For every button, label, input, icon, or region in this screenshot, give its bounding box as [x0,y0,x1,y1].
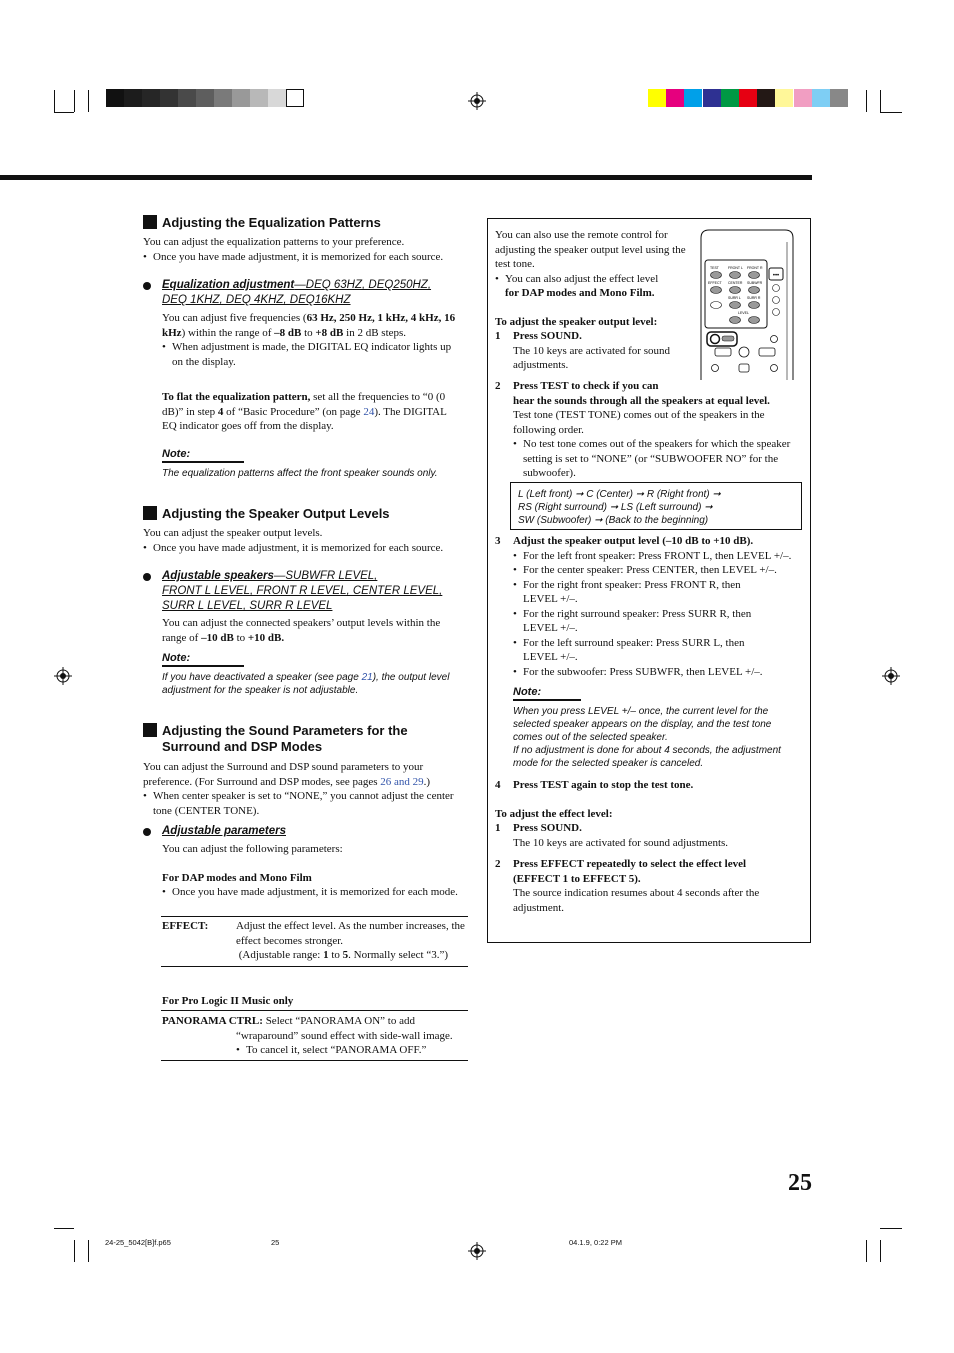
color-swatch [666,89,684,107]
speaker-note-label: Note: [162,652,244,667]
page-link[interactable]: 24 [363,405,375,418]
color-swatch [648,89,666,107]
color-swatch [812,89,830,107]
speaker-intro: You can adjust the speaker output levels. • Once you have made adjustment, it is memorized for each source. [143,526,473,555]
sound-intro: You can adjust the Surround and DSP sound parameters to your preference. (For Surround and DSP modes, see pages 26 and 29.) • When center speaker is set to “NONE,” you cannot adjust the center tone (CENTER TONE). [143,760,473,818]
speaker-range-text: You can adjust the connected speakers’ output levels within the range of –10 dB to +10 dB. [162,617,441,644]
level-note-text: When you press LEVEL +/– once, the current level for the selected speaker appears on the display, and the test tone comes out of the selected speaker. If no adjustment is done for about 4 seconds, the adjustment mode for the selected speaker is canceled. [513,706,781,769]
gray-swatch [268,89,286,107]
remote-key-effect-label: EFFECT [708,281,722,285]
remote-key-surrr-label: SURR R [747,296,761,300]
remote-key-frontl[interactable] [730,272,741,279]
eq-frequency-text: You can adjust five frequencies (63 Hz, 250 Hz, 1 kHz, 4 kHz, 16 kHz) within the range of –8 dB to +8 dB in 2 dB steps. • When adjustment is made, the DIGITAL EQ indicator lights up on the display. [162,311,462,369]
color-swatch [721,89,739,107]
eq-intro: You can adjust the equalization patterns to your preference. • Once you have made adjustment, it is memorized for each source. [143,235,473,264]
remote-key-level-label: LEVEL [738,311,749,315]
speaker-adjustable-title: Adjustable speakers—SUBWFR LEVEL, FRONT L LEVEL, FRONT R LEVEL, CENTER LEVEL, SURR L LEVEL, SURR R LEVEL [162,570,443,612]
color-swatch [684,89,702,107]
remote-key-test[interactable] [711,272,722,279]
remote-key-center-label: CENTER [728,281,743,285]
eq-adjustment-title: Equalization adjustment—DEQ 63HZ, DEQ250HZ, DEQ 1KHZ, DEQ 4KHZ, DEQ16KHZ [162,279,432,306]
remote-key-frontr-label: FRONT R [747,266,763,270]
remote-key-level-minus[interactable] [730,317,741,324]
eq-note-text: The equalization patterns affect the front speaker sounds only. [162,468,438,479]
adjust-effect-title: To adjust the effect level: [495,808,613,820]
remote-key-effect[interactable] [711,287,722,294]
gray-swatch [250,89,268,107]
dap-title: For DAP modes and Mono Film [162,872,312,884]
remote-key-surrl[interactable] [730,302,741,309]
section-heading-eq: Adjusting the Equalization Patterns [143,215,381,231]
speaker-note-text: If you have deactivated a speaker (see page 21), the output level adjustment for the speaker is not adjustable. [162,672,450,696]
remote-key-frontl-label: FRONT L [728,266,743,270]
remote-key-level-plus[interactable] [749,317,760,324]
panorama-text: PANORAMA CTRL: Select “PANORAMA ON” to add “wraparound” sound effect with side-wall image. • To cancel it, select “PANORAMA OFF.” [162,1014,472,1058]
color-swatch [794,89,812,107]
color-swatch [703,89,721,107]
step-2: 2 Press TEST to check if you can hear the sounds through all the speakers at equal level. Test tone (TEST TONE) comes out of the speakers in the following order. • No test tone comes out of the speakers for which the speaker setting is set to “NONE” (or “SUBWOOFER NO” for the subwoofer). [495,379,805,481]
page-link[interactable]: 26 and 29 [380,775,424,788]
gray-swatch [106,89,124,107]
section-heading-sound: Adjusting the Sound Parameters for the Surround and DSP Modes [143,723,408,755]
step-1: 1 Press SOUND. The 10 keys are activated for sound adjustments. [495,330,670,371]
eq-note-label: Note: [162,448,244,463]
effect-step-1: 1 Press SOUND. The 10 keys are activated for sound adjustments. [495,822,729,849]
page-number: 25 [788,1170,812,1196]
gray-swatch [160,89,178,107]
crosshair-icon [468,92,486,110]
gray-swatch [214,89,232,107]
color-swatch [739,89,757,107]
footer-date: 04.1.9, 0:22 PM [569,1238,622,1247]
effect-step-2: 2 Press EFFECT repeatedly to select the effect level (EFFECT 1 to EFFECT 5). The source indication resumes about 4 seconds after the adjustment. [495,858,760,914]
sound-adjustable-title: Adjustable parameters [162,825,286,837]
remote-key-surrl-label: SURR L [728,296,741,300]
svg-text:•••: ••• [772,273,780,279]
section-heading-speaker: Adjusting the Speaker Output Levels [143,506,390,522]
crosshair-icon [468,1242,486,1260]
remote-key-surrr[interactable] [749,302,760,309]
remote-intro: You can also use the remote control for adjusting the speaker output level using the test tone. • You can also adjust the effect level for DAP modes and Mono Film. [495,228,687,301]
color-swatch [775,89,793,107]
effect-label: EFFECT: [162,920,209,932]
remote-key-blank[interactable] [711,302,722,309]
remote-key-subwfr[interactable] [749,287,760,294]
color-swatch [757,89,775,107]
gray-swatch [286,89,304,107]
adjust-level-title: To adjust the speaker output level: [495,316,658,328]
remote-key-test-label: TEST [710,266,719,270]
plii-title: For Pro Logic II Music only [162,995,294,1007]
gray-swatch [232,89,250,107]
dap-bullet: • Once you have made adjustment, it is memorized for each mode. [162,885,462,900]
level-note-label: Note: [513,686,581,701]
gray-swatch [142,89,160,107]
footer-file: 24-25_5042[B]f.p65 [105,1238,171,1247]
remote-key-center[interactable] [730,287,741,294]
sound-adjustable-text: You can adjust the following parameters: [162,843,343,855]
gray-swatch [196,89,214,107]
remote-key-subwfr-label: SUBWFR [747,281,763,285]
step-4: 4 Press TEST again to stop the test tone. [495,779,694,791]
step-3: 3 Adjust the speaker output level (–10 dB to +10 dB). • For the left front speaker: Press FRONT L, then LEVEL +/–. • For the center speaker: Press CENTER, then LEVEL +/–. • For the right front speaker: Press FRONT R, then LEVEL +/–. • For the right surround speaker: Press SURR R, then LEVEL +/–. • For the left surround speaker: Press SURR L, then LEVEL +/–. • For the subwoofer: Press SUBWFR, then LEVEL +/–. [495,534,805,679]
header-rule [0,175,812,180]
color-swatch [830,89,848,107]
footer-page: 25 [271,1238,280,1247]
page-link[interactable]: 21 [361,672,373,683]
gray-swatch [178,89,196,107]
test-tone-sequence-box: L (Left front) ➞ C (Center) ➞ R (Right front) ➞ RS (Right surround) ➞ LS (Left surround) ➞ SW (Subwoofer) ➞ (Back to the beginning) [510,482,802,530]
effect-text: Adjust the effect level. As the number increases, the effect becomes stronger. (Adjustable range: 1 to 5. Normally select “3.”) [236,920,465,961]
gray-swatch [124,89,142,107]
remote-control-illustration [697,228,797,380]
eq-flat-text: To flat the equalization pattern, set all the frequencies to “0 (0 dB)” in step 4 of “Basic Procedure” (on page 24). The DIGITAL EQ indicator goes off from the display. [162,391,447,432]
crosshair-icon [882,667,900,685]
remote-key-frontr[interactable] [749,272,760,279]
crosshair-icon [54,667,72,685]
